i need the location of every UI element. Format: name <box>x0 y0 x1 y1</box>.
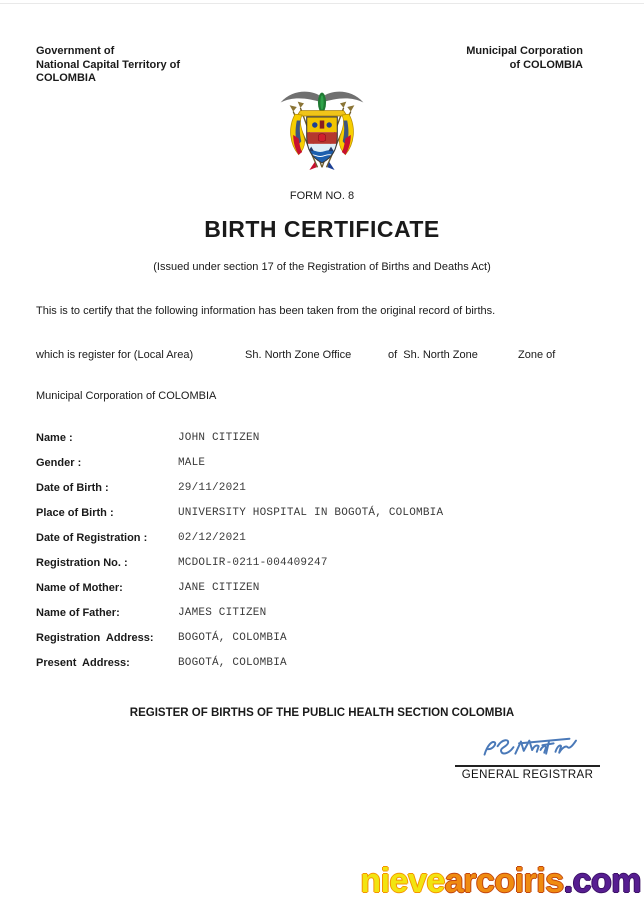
register-line-part1: which is register for (Local Area) <box>36 349 194 361</box>
field-value: BOGOTÁ, COLOMBIA <box>178 631 287 644</box>
field-row-date-of-birth <box>36 475 608 500</box>
watermark-segment: nieve <box>360 862 445 900</box>
certificate-title: BIRTH CERTIFICATE <box>204 216 440 242</box>
watermark-segment: .com <box>563 862 641 900</box>
field-value: MALE <box>178 456 206 469</box>
field-label: Place of Birth : <box>36 506 114 519</box>
field-value: UNIVERSITY HOSPITAL IN BOGOTÁ, COLOMBIA <box>178 506 444 519</box>
header-right-line: Municipal Corporation <box>466 45 583 57</box>
register-line-zone-of: Zone of <box>518 349 556 361</box>
header-left-line: COLOMBIA <box>36 72 96 84</box>
certify-statement: This is to certify that the following information has been taken from the original record of births. <box>36 305 496 317</box>
field-row-registration-no <box>36 550 608 575</box>
field-value: 02/12/2021 <box>178 531 247 544</box>
colombia-coat-of-arms-icon <box>277 83 367 176</box>
field-label: Name of Mother: <box>36 581 123 594</box>
field-value: MCDOLIR-0211-004409247 <box>178 556 328 569</box>
field-value: JAMES CITIZEN <box>178 606 267 619</box>
field-label: Gender : <box>36 456 82 469</box>
signature-stroke <box>485 739 576 755</box>
field-row-gender <box>36 450 608 475</box>
field-value: BOGOTÁ, COLOMBIA <box>178 656 287 669</box>
field-label: Date of Birth : <box>36 481 109 494</box>
field-label: Date of Registration : <box>36 531 148 544</box>
watermark-segment: arcoiris <box>444 862 564 900</box>
register-corporation-line: Municipal Corporation of COLOMBIA <box>36 390 217 402</box>
signatory-title: GENERAL REGISTRAR <box>461 769 594 781</box>
header-right-line: of COLOMBIA <box>509 58 583 71</box>
form-number: FORM NO. 8 <box>289 190 355 202</box>
signature-line <box>455 765 600 767</box>
issuing-authority-left <box>36 45 180 86</box>
field-value: JANE CITIZEN <box>178 581 260 594</box>
certificate-fields <box>36 425 608 675</box>
top-divider <box>0 3 644 4</box>
field-row-registration-address <box>36 625 608 650</box>
field-row-date-of-registration <box>36 525 608 550</box>
field-label: Registration Address: <box>36 631 154 644</box>
field-label: Present Address: <box>36 656 130 669</box>
field-row-place-of-birth <box>36 500 608 525</box>
register-zone-value: of Sh. North Zone <box>388 349 478 361</box>
registrar-signature-icon <box>477 735 591 763</box>
certificate-subtitle: (Issued under section 17 of the Registration of Births and Deaths Act) <box>153 261 491 273</box>
register-office-value: Sh. North Zone Office <box>245 349 352 361</box>
field-row-mother-name <box>36 575 608 600</box>
register-section-heading: REGISTER OF BIRTHS OF THE PUBLIC HEALTH SECTION COLOMBIA <box>129 707 515 719</box>
site-watermark <box>360 864 641 898</box>
field-row-name <box>36 425 608 450</box>
header-left-line: National Capital Territory of <box>36 58 181 71</box>
field-row-father-name <box>36 600 608 625</box>
issuing-authority-right <box>466 45 583 72</box>
field-label: Name of Father: <box>36 606 120 619</box>
field-row-present-address <box>36 650 608 675</box>
field-label: Name : <box>36 431 73 444</box>
header-left-line: Government of <box>36 45 115 57</box>
field-label: Registration No. : <box>36 556 128 569</box>
field-value: 29/11/2021 <box>178 481 247 494</box>
field-value: JOHN CITIZEN <box>178 431 260 444</box>
